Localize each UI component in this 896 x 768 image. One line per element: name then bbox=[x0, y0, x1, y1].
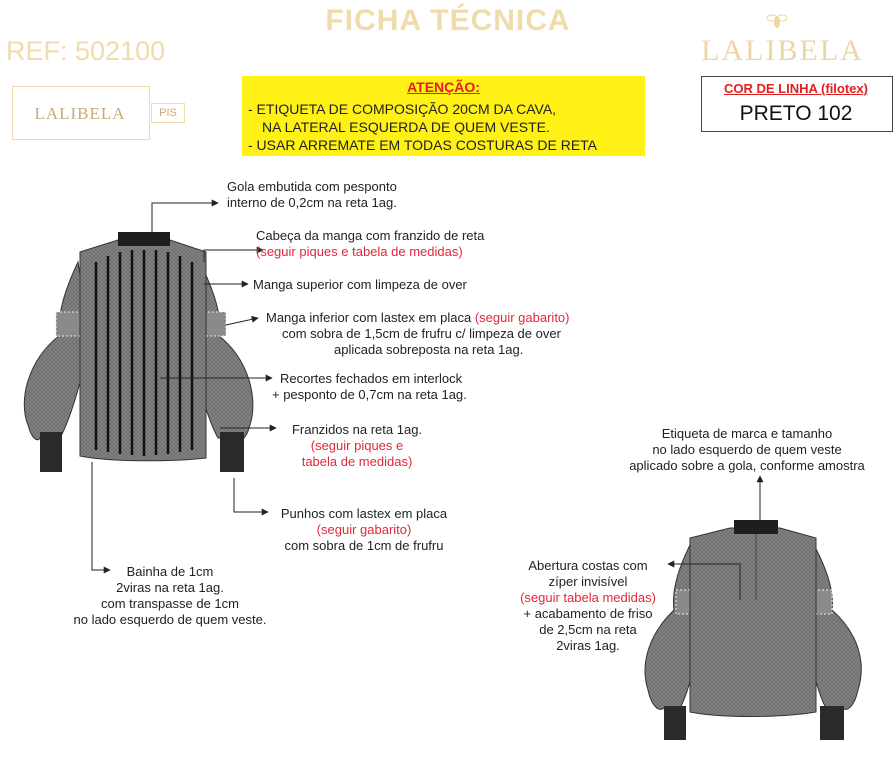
pis-tag: PIS bbox=[151, 103, 185, 123]
annotation-franzidos: Franzidos na reta 1ag. (seguir piques e tabela de medidas) bbox=[291, 422, 423, 469]
annotation-bainha: Bainha de 1cm 2viras na reta 1ag. com transpasse de 1cm no lado esquerdo de quem veste. bbox=[73, 564, 267, 627]
back-blouse-drawing bbox=[645, 520, 861, 740]
annotation-abertura: Abertura costas com zíper invisível (seguir tabela medidas) + acabamento de friso de 2,5cm na reta 2viras 1ag. bbox=[520, 558, 656, 653]
annotation-punhos: Punhos com lastex em placa (seguir gabarito) com sobra de 1cm de frufru bbox=[280, 506, 448, 553]
annotation-manga-inferior: Manga inferior com lastex em placa (seguir gabarito) com sobra de 1,5cm de frufru c/ limpeza de over aplicada sobreposta na reta 1ag. bbox=[266, 310, 570, 357]
attention-line-3: - USAR ARREMATE EM TODAS COSTURAS DE RETA bbox=[248, 137, 598, 153]
page-title: FICHA TÉCNICA bbox=[325, 4, 571, 37]
annotation-manga-superior: Manga superior com limpeza de over bbox=[253, 277, 467, 292]
annotation-gola: Gola embutida com pesponto interno de 0,2cm na reta 1ag. bbox=[227, 179, 397, 210]
annotation-etiqueta: Etiqueta de marca e tamanho no lado esquerdo de quem veste aplicado sobre a gola, conforme amostra bbox=[629, 426, 865, 473]
thread-color-value: PRETO 102 bbox=[739, 102, 853, 125]
thread-color-title: COR DE LINHA (filotex) bbox=[724, 81, 868, 96]
label-logo-text: LALIBELA bbox=[34, 104, 126, 123]
annotation-cabeca-manga: Cabeça da manga com franzido de reta (seguir piques e tabela de medidas) bbox=[256, 228, 485, 259]
attention-line-1: - ETIQUETA DE COMPOSIÇÃO 20CM DA CAVA, bbox=[248, 101, 557, 117]
attention-line-2: NA LATERAL ESQUERDA DE QUEM VESTE. bbox=[262, 119, 550, 135]
reference-code: REF: 502100 bbox=[6, 36, 166, 66]
front-blouse-drawing bbox=[24, 232, 253, 472]
brand-logo: LALIBELA bbox=[701, 34, 864, 67]
attention-title: ATENÇÃO: bbox=[407, 79, 480, 95]
annotation-recortes: Recortes fechados em interlock + pesponto de 0,7cm na reta 1ag. bbox=[272, 371, 467, 402]
